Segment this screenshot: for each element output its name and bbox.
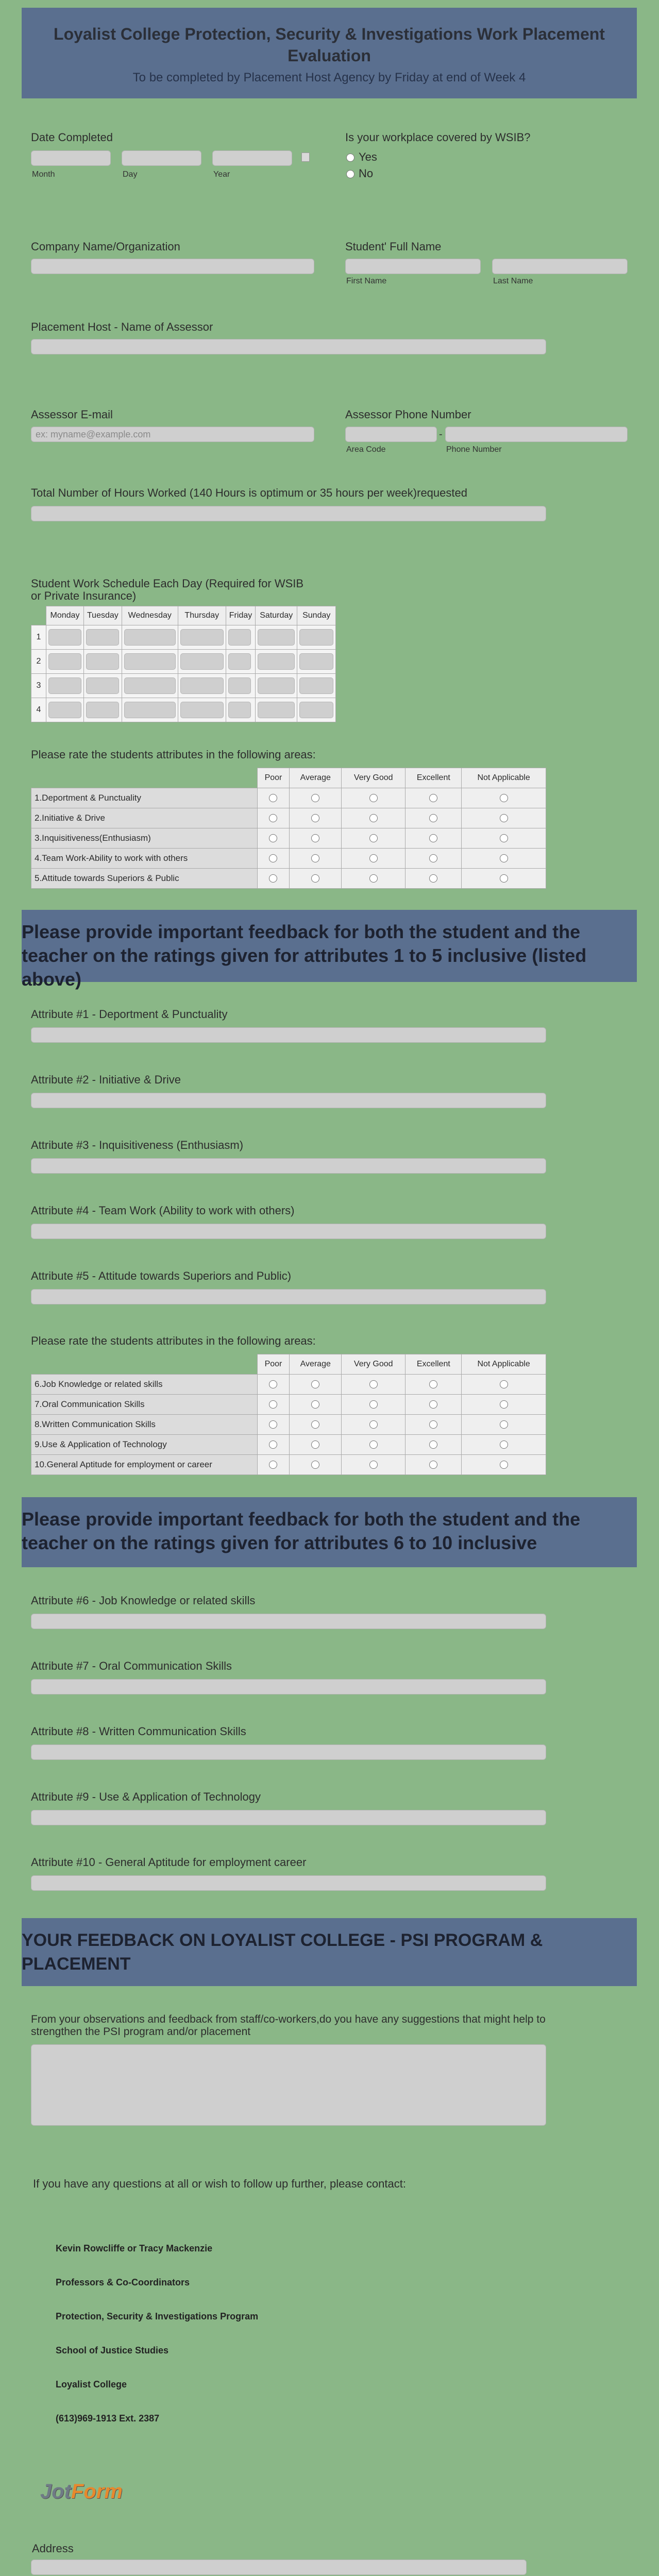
form-header: [22, 8, 637, 98]
host-label: Placement Host - Name of Assessor: [31, 320, 213, 333]
schedule-table: [31, 606, 336, 722]
rating-cell: [290, 1455, 342, 1475]
rating-row: [31, 1395, 546, 1415]
rating-cell: [405, 788, 462, 808]
schedule-input[interactable]: [228, 629, 251, 646]
attribute-label: Attribute #8 - Written Communication Skills: [31, 1725, 246, 1738]
date-label: Date Completed: [31, 131, 113, 144]
rating-row: [31, 849, 546, 869]
rating-cell: [462, 1455, 546, 1475]
schedule-cell: [84, 674, 122, 698]
schedule-day-header: Saturday: [256, 606, 297, 625]
schedule-cell: [297, 625, 336, 650]
rating-column-header: Very Good: [341, 768, 405, 788]
rating-row: [31, 808, 546, 828]
rating-question: 8.Written Communication Skills: [31, 1415, 258, 1435]
rating-question: 5.Attitude towards Superiors & Public: [31, 869, 258, 889]
contact-line: Professors & Co-Coordinators: [56, 2277, 190, 2287]
schedule-cell: [226, 650, 255, 674]
schedule-cell: [256, 674, 297, 698]
rating-cell: [290, 869, 342, 889]
radio-icon[interactable]: [269, 794, 277, 802]
wsib-no-option[interactable]: [346, 167, 373, 180]
last-name-sublabel: Last Name: [493, 277, 533, 285]
rating-cell: [257, 849, 290, 869]
rating-cell: [405, 808, 462, 828]
rating-cell: [341, 828, 405, 849]
schedule-input[interactable]: [258, 653, 295, 670]
attribute-label: Attribute #5 - Attitude towards Superiors and Public): [31, 1269, 292, 1282]
rating-cell: [462, 1415, 546, 1435]
schedule-input[interactable]: [48, 629, 81, 646]
radio-icon[interactable]: [429, 794, 437, 802]
suggest-label-line1: From your observations and feedback from staff/co-workers,do you have any suggestions that might help to: [31, 2013, 546, 2025]
rating-question: 2.Initiative & Drive: [31, 808, 258, 828]
radio-icon[interactable]: [500, 794, 508, 802]
attribute-feedback-input[interactable]: [31, 1679, 546, 1694]
rating-cell: [290, 1435, 342, 1455]
rating-cell: [257, 1395, 290, 1415]
schedule-day-header: Tuesday: [84, 606, 122, 625]
rating-column-header: Poor: [257, 768, 290, 788]
jotform-logo: [40, 2480, 123, 2503]
radio-icon[interactable]: [500, 1420, 508, 1429]
rating-cell: [341, 788, 405, 808]
schedule-cell: [84, 650, 122, 674]
form-title: Loyalist College Protection, Security & Investigations Work Placement Evaluation: [54, 25, 605, 65]
radio-icon[interactable]: [429, 1380, 437, 1388]
email-label: Assessor E-mail: [31, 408, 113, 421]
schedule-row: [31, 698, 336, 722]
rating-cell: [257, 1375, 290, 1395]
attribute-label: Attribute #1 - Deportment & Punctuality: [31, 1008, 228, 1021]
banner1-text: Please provide important feedback for both the student and the teacher on the ratings given for attributes 1 to 5 inclusive (listed above): [22, 921, 587, 990]
contact-line: School of Justice Studies: [56, 2345, 169, 2355]
radio-icon[interactable]: [269, 1400, 277, 1409]
rating-question: 7.Oral Communication Skills: [31, 1395, 258, 1415]
radio-icon[interactable]: [369, 874, 378, 883]
rating-cell: [341, 1375, 405, 1395]
schedule-input[interactable]: [180, 653, 224, 670]
radio-icon[interactable]: [311, 1380, 319, 1388]
rating-cell: [341, 849, 405, 869]
rating-cell: [462, 788, 546, 808]
phone-number-input[interactable]: [445, 427, 628, 442]
attribute-label: Attribute #9 - Use & Application of Technology: [31, 1790, 261, 1803]
radio-icon[interactable]: [369, 814, 378, 822]
rating-row: [31, 788, 546, 808]
calendar-icon[interactable]: [301, 152, 310, 162]
schedule-input[interactable]: [86, 702, 119, 718]
schedule-cell: [84, 625, 122, 650]
schedule-label-line1: Student Work Schedule Each Day (Required for WSIB: [31, 577, 304, 590]
rating2-label: Please rate the students attributes in the following areas:: [31, 1334, 316, 1347]
schedule-cell: [178, 698, 226, 722]
schedule-input[interactable]: [228, 653, 251, 670]
rating-cell: [341, 808, 405, 828]
rating-cell: [257, 1415, 290, 1435]
rating-column-header: Average: [290, 768, 342, 788]
attribute-feedback-input[interactable]: [31, 1289, 546, 1304]
rating-column-header: Not Applicable: [462, 1354, 546, 1375]
company-label: Company Name/Organization: [31, 240, 180, 253]
email-input[interactable]: ex: myname@example.com: [31, 427, 314, 442]
schedule-cell: [226, 674, 255, 698]
rating-cell: [257, 828, 290, 849]
rating-cell: [341, 1395, 405, 1415]
rating-corner: [31, 1354, 258, 1375]
schedule-input[interactable]: [124, 653, 176, 670]
schedule-input[interactable]: [299, 702, 333, 718]
schedule-cell: [256, 625, 297, 650]
first-name-sublabel: First Name: [346, 277, 387, 285]
rating-cell: [462, 828, 546, 849]
rating-row: [31, 1455, 546, 1475]
attribute-feedback-input[interactable]: [31, 1027, 546, 1043]
rating2-table: [31, 1354, 546, 1475]
wsib-no-label: No: [359, 167, 374, 180]
radio-icon[interactable]: [311, 1461, 319, 1469]
radio-icon[interactable]: [369, 1461, 378, 1469]
radio-icon[interactable]: [269, 1380, 277, 1388]
rating-cell: [341, 1455, 405, 1475]
rating-corner: [31, 768, 258, 788]
attribute-label: Attribute #10 - General Aptitude for employment career: [31, 1856, 307, 1869]
phone-number-sublabel: Phone Number: [446, 445, 502, 454]
schedule-input[interactable]: [48, 702, 81, 718]
attribute-label: Attribute #2 - Initiative & Drive: [31, 1073, 181, 1086]
rating-cell: [257, 1435, 290, 1455]
attribute-feedback-input[interactable]: [31, 1810, 546, 1825]
schedule-row-number: 2: [31, 650, 46, 674]
hours-input[interactable]: [31, 506, 546, 521]
logo-jot: Jot: [40, 2480, 71, 2503]
schedule-row: [31, 625, 336, 650]
schedule-cell: [178, 625, 226, 650]
schedule-row: [31, 674, 336, 698]
contact-line: Loyalist College: [56, 2379, 127, 2389]
rating-column-header: Excellent: [405, 768, 462, 788]
first-name-input[interactable]: [345, 259, 481, 274]
host-input[interactable]: [31, 339, 546, 354]
rating-cell: [257, 1455, 290, 1475]
rating-cell: [405, 1375, 462, 1395]
radio-icon[interactable]: [311, 794, 319, 802]
rating-question: 6.Job Knowledge or related skills: [31, 1375, 258, 1395]
schedule-input[interactable]: [258, 677, 295, 694]
banner2-text: Please provide important feedback for both the student and the teacher on the ratings given for attributes 6 to 10 inclusive: [22, 1509, 581, 1553]
schedule-input[interactable]: [86, 629, 119, 646]
wsib-yes-label: Yes: [359, 150, 377, 163]
wsib-yes-option[interactable]: [346, 150, 377, 164]
radio-icon[interactable]: [500, 854, 508, 862]
radio-icon[interactable]: [269, 1420, 277, 1429]
radio-icon[interactable]: [269, 1461, 277, 1469]
schedule-corner: [31, 606, 46, 625]
banner3-text: YOUR FEEDBACK ON LOYALIST COLLEGE - PSI PROGRAM & PLACEMENT: [22, 1930, 543, 1974]
radio-icon[interactable]: [269, 814, 277, 822]
radio-icon[interactable]: [429, 834, 437, 842]
schedule-cell: [178, 650, 226, 674]
schedule-cell: [46, 650, 84, 674]
schedule-input[interactable]: [228, 677, 251, 694]
schedule-cell: [178, 674, 226, 698]
feedback-banner-1: [22, 910, 637, 990]
radio-icon[interactable]: [369, 1380, 378, 1388]
attribute-feedback-input[interactable]: [31, 1158, 546, 1174]
year-input[interactable]: [212, 150, 292, 166]
schedule-input[interactable]: [258, 629, 295, 646]
rating1-label: Please rate the students attributes in the following areas:: [31, 748, 316, 761]
schedule-day-header: Thursday: [178, 606, 226, 625]
rating-cell: [462, 869, 546, 889]
rating1-table: [31, 768, 546, 889]
schedule-row-number: 3: [31, 674, 46, 698]
suggestions-textarea[interactable]: [31, 2044, 546, 2126]
rating-column-header: Excellent: [405, 1354, 462, 1375]
rating-cell: [257, 788, 290, 808]
radio-icon[interactable]: [500, 1380, 508, 1388]
schedule-input[interactable]: [48, 677, 81, 694]
radio-icon[interactable]: [311, 814, 319, 822]
attribute-label: Attribute #4 - Team Work (Ability to work with others): [31, 1204, 295, 1217]
rating-cell: [290, 1415, 342, 1435]
rating-cell: [462, 1375, 546, 1395]
schedule-input[interactable]: [258, 702, 295, 718]
month-input[interactable]: [31, 150, 111, 166]
hours-label: Total Number of Hours Worked (140 Hours is optimum or 35 hours per week)requested: [31, 486, 467, 499]
suggest-label-line2: strengthen the PSI program and/or placement: [31, 2026, 251, 2038]
radio-icon[interactable]: [346, 170, 354, 178]
radio-icon[interactable]: [369, 854, 378, 862]
radio-icon[interactable]: [346, 154, 354, 162]
rating-column-header: Poor: [257, 1354, 290, 1375]
radio-icon[interactable]: [500, 814, 508, 822]
radio-icon[interactable]: [311, 1440, 319, 1449]
month-sublabel: Month: [32, 170, 55, 179]
radio-icon[interactable]: [311, 834, 319, 842]
address-label: Address: [32, 2542, 74, 2555]
schedule-day-header: Wednesday: [122, 606, 178, 625]
rating-question: 4.Team Work-Ability to work with others: [31, 849, 258, 869]
radio-icon[interactable]: [429, 1420, 437, 1429]
contact-line: Kevin Rowcliffe or Tracy Mackenzie: [56, 2243, 213, 2253]
rating-column-header: Very Good: [341, 1354, 405, 1375]
schedule-input[interactable]: [299, 653, 333, 670]
schedule-day-header: Sunday: [297, 606, 336, 625]
schedule-input[interactable]: [48, 653, 81, 670]
area-code-input[interactable]: [345, 427, 437, 442]
radio-icon[interactable]: [369, 794, 378, 802]
rating-column-header: Not Applicable: [462, 768, 546, 788]
schedule-input[interactable]: [180, 702, 224, 718]
radio-icon[interactable]: [429, 854, 437, 862]
radio-icon[interactable]: [429, 1440, 437, 1449]
rating-cell: [290, 1375, 342, 1395]
rating-question: 10.General Aptitude for employment or career: [31, 1455, 258, 1475]
rating-row: [31, 1435, 546, 1455]
rating-column-header: Average: [290, 1354, 342, 1375]
radio-icon[interactable]: [429, 814, 437, 822]
rating-cell: [462, 1395, 546, 1415]
radio-icon[interactable]: [369, 1420, 378, 1429]
schedule-input[interactable]: [86, 653, 119, 670]
schedule-day-header: Friday: [226, 606, 255, 625]
radio-icon[interactable]: [269, 874, 277, 883]
schedule-input[interactable]: [86, 677, 119, 694]
schedule-row-number: 4: [31, 698, 46, 722]
rating-row: [31, 869, 546, 889]
rating-row: [31, 828, 546, 849]
radio-icon[interactable]: [429, 1400, 437, 1409]
rating-row: [31, 1375, 546, 1395]
radio-icon[interactable]: [311, 854, 319, 862]
rating-cell: [405, 1395, 462, 1415]
feedback-banner-3: [22, 1918, 637, 1986]
schedule-input[interactable]: [180, 629, 224, 646]
schedule-cell: [122, 650, 178, 674]
day-sublabel: Day: [123, 170, 138, 179]
schedule-cell: [226, 625, 255, 650]
contact-line: (613)969-1913 Ext. 2387: [56, 2413, 160, 2424]
attribute-feedback-input[interactable]: [31, 1614, 546, 1629]
rating-question: 9.Use & Application of Technology: [31, 1435, 258, 1455]
company-input[interactable]: [31, 259, 314, 274]
street-input[interactable]: [31, 2560, 527, 2575]
schedule-day-header: Monday: [46, 606, 84, 625]
schedule-cell: [297, 674, 336, 698]
schedule-cell: [122, 625, 178, 650]
schedule-cell: [297, 650, 336, 674]
attribute-label: Attribute #7 - Oral Communication Skills: [31, 1659, 232, 1672]
rating-question: 1.Deportment & Punctuality: [31, 788, 258, 808]
rating-cell: [257, 808, 290, 828]
schedule-cell: [122, 674, 178, 698]
schedule-input[interactable]: [124, 702, 176, 718]
form-subtitle: To be completed by Placement Host Agency by Friday at end of Week 4: [132, 71, 526, 84]
area-code-sublabel: Area Code: [346, 445, 386, 454]
attribute-label: Attribute #3 - Inquisitiveness (Enthusiasm): [31, 1139, 244, 1151]
rating-cell: [405, 849, 462, 869]
rating-cell: [290, 849, 342, 869]
schedule-input[interactable]: [299, 629, 333, 646]
radio-icon[interactable]: [369, 1400, 378, 1409]
rating-cell: [405, 828, 462, 849]
radio-icon[interactable]: [500, 834, 508, 842]
schedule-cell: [46, 625, 84, 650]
phone-label: Assessor Phone Number: [345, 408, 471, 421]
radio-icon[interactable]: [429, 1461, 437, 1469]
rating-cell: [462, 808, 546, 828]
rating-row: [31, 1415, 546, 1435]
radio-icon[interactable]: [369, 834, 378, 842]
rating-cell: [462, 1435, 546, 1455]
schedule-cell: [297, 698, 336, 722]
attribute-feedback-input[interactable]: [31, 1744, 546, 1760]
schedule-input[interactable]: [124, 677, 176, 694]
schedule-input[interactable]: [124, 629, 176, 646]
schedule-cell: [46, 674, 84, 698]
rating-question: 3.Inquisitiveness(Enthusiasm): [31, 828, 258, 849]
radio-icon[interactable]: [269, 834, 277, 842]
schedule-input[interactable]: [228, 702, 251, 718]
radio-icon[interactable]: [500, 1400, 508, 1409]
rating-cell: [341, 1435, 405, 1455]
attribute-feedback-input[interactable]: [31, 1224, 546, 1239]
schedule-input[interactable]: [299, 677, 333, 694]
radio-icon[interactable]: [311, 1420, 319, 1429]
rating-cell: [341, 869, 405, 889]
schedule-cell: [84, 698, 122, 722]
rating-cell: [462, 849, 546, 869]
schedule-label-line2: or Private Insurance): [31, 589, 137, 602]
attribute-feedback-input[interactable]: [31, 1093, 546, 1108]
year-sublabel: Year: [213, 170, 230, 179]
schedule-cell: [256, 650, 297, 674]
student-name-label: Student' Full Name: [345, 240, 442, 253]
radio-icon[interactable]: [311, 874, 319, 883]
schedule-cell: [46, 698, 84, 722]
attribute-feedback-input[interactable]: [31, 1875, 546, 1891]
day-input[interactable]: [122, 150, 201, 166]
logo-form: Form: [71, 2480, 123, 2503]
rating-cell: [290, 808, 342, 828]
attribute-label: Attribute #6 - Job Knowledge or related skills: [31, 1594, 256, 1607]
rating-cell: [405, 869, 462, 889]
radio-icon[interactable]: [500, 1461, 508, 1469]
contact-line: Protection, Security & Investigations Program: [56, 2311, 259, 2321]
radio-icon[interactable]: [429, 874, 437, 883]
contact-intro: If you have any questions at all or wish to follow up further, please contact:: [33, 2177, 406, 2190]
rating-cell: [405, 1435, 462, 1455]
schedule-cell: [256, 698, 297, 722]
rating-cell: [290, 788, 342, 808]
last-name-input[interactable]: [492, 259, 628, 274]
phone-separator: -: [439, 429, 443, 440]
rating-cell: [341, 1415, 405, 1435]
rating-cell: [290, 828, 342, 849]
schedule-input[interactable]: [180, 677, 224, 694]
wsib-label: Is your workplace covered by WSIB?: [345, 131, 531, 144]
radio-icon[interactable]: [500, 874, 508, 883]
schedule-row: [31, 650, 336, 674]
radio-icon[interactable]: [269, 1440, 277, 1449]
schedule-cell: [226, 698, 255, 722]
rating-cell: [290, 1395, 342, 1415]
rating-cell: [405, 1415, 462, 1435]
radio-icon[interactable]: [311, 1400, 319, 1409]
rating-cell: [257, 869, 290, 889]
radio-icon[interactable]: [369, 1440, 378, 1449]
radio-icon[interactable]: [500, 1440, 508, 1449]
radio-icon[interactable]: [269, 854, 277, 862]
feedback-banner-2: [22, 1497, 637, 1567]
schedule-cell: [122, 698, 178, 722]
schedule-row-number: 1: [31, 625, 46, 650]
rating-cell: [405, 1455, 462, 1475]
